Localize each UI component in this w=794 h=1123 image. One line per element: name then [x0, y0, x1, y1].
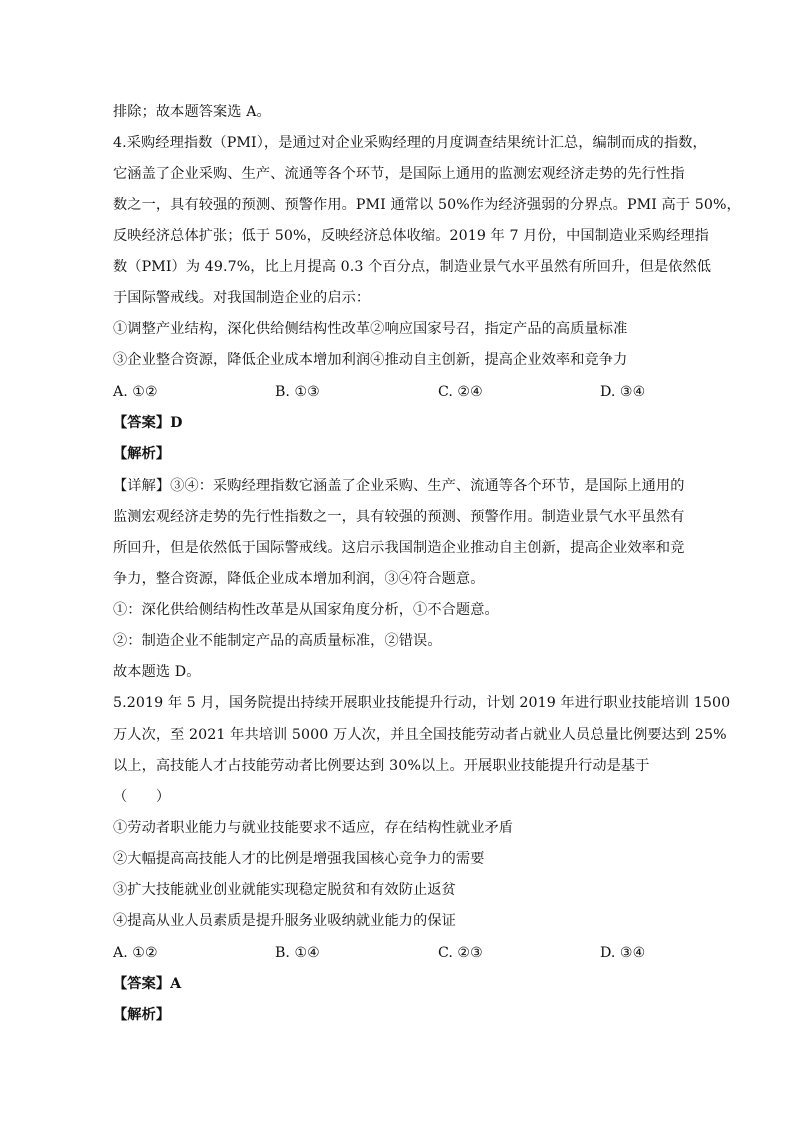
q4-answer: 【答案】D	[113, 415, 183, 431]
q4-option-c: C. ②④	[438, 384, 483, 400]
q4-detail-line-1: 【详解】③④：采购经理指数它涵盖了企业采购、生产、流通等各个环节，是国际上通用的	[113, 478, 685, 494]
q4-stem-line-4: 反映经济总体扩张；低于 50%，反映经济总体收缩。2019 年 7 月份，中国制造业采购经理指	[113, 228, 709, 244]
q4-detail-line-2: 监测宏观经济走势的先行性指数之一，具有较强的预测、预警作用。制造业景气水平虽然有	[113, 509, 685, 525]
q4-detail-line-5: ①：深化供给侧结构性改革是从国家角度分析，①不合题意。	[113, 602, 499, 618]
q5-stem-line-1: 5.2019 年 5 月，国务院提出持续开展职业技能提升行动，计划 2019 年进行职业技能培训 1500	[113, 695, 731, 711]
q4-statements-line-1: ①调整产业结构，深化供给侧结构性改革②响应国家号召，指定产品的高质量标准	[113, 321, 628, 337]
q4-stem-line-6: 于国际警戒线。对我国制造企业的启示：	[113, 290, 371, 306]
q4-option-a: A. ①②	[113, 384, 158, 400]
q5-option-b: B. ①④	[275, 945, 320, 961]
q5-statement-1: ①劳动者职业能力与就业技能要求不适应，存在结构性就业矛盾	[113, 820, 514, 836]
q4-option-b: B. ①③	[275, 384, 320, 400]
q4-stem-line-1: 4.采购经理指数（PMI），是通过对企业采购经理的月度调查结果统计汇总，编制而成的指数，	[113, 135, 707, 151]
q5-answer: 【答案】A	[113, 976, 182, 992]
q4-detail-line-7: 故本题选 D。	[113, 664, 201, 680]
q5-stem-line-4: （ ）	[113, 789, 171, 805]
q4-detail-line-6: ②：制造企业不能制定产品的高质量标准，②错误。	[113, 633, 442, 649]
q5-option-c: C. ②③	[438, 945, 483, 961]
q4-option-d: D. ③④	[600, 384, 646, 400]
q5-statement-4: ④提高从业人员素质是提升服务业吸纳就业能力的保证	[113, 913, 456, 929]
previous-answer-tail: 排除；故本题答案选 A。	[113, 104, 271, 120]
q4-stem-line-5: 数（PMI）为 49.7%，比上月提高 0.3 个百分点，制造业景气水平虽然有所回升，但是依然低	[113, 259, 712, 275]
q5-option-a: A. ①②	[113, 945, 158, 961]
q5-stem-line-3: 以上，高技能人才占技能劳动者比例要达到 30%以上。开展职业技能提升行动是基于	[113, 758, 650, 774]
q5-statement-2: ②大幅提高高技能人才的比例是增强我国核心竞争力的需要	[113, 851, 485, 867]
q4-detail-line-4: 争力，整合资源，降低企业成本增加利润，③④符合题意。	[113, 571, 485, 587]
q5-analysis-label: 【解析】	[113, 1007, 171, 1023]
q4-stem-line-2: 它涵盖了企业采购、生产、流通等各个环节，是国际上通用的监测宏观经济走势的先行性指	[113, 166, 685, 182]
q4-statements-line-2: ③企业整合资源，降低企业成本增加利润④推动自主创新，提高企业效率和竞争力	[113, 352, 628, 368]
q4-stem-line-3: 数之一，具有较强的预测、预警作用。PMI 通常以 50%作为经济强弱的分界点。PMI 高于 50%，	[113, 197, 741, 213]
q5-stem-line-2: 万人次，至 2021 年共培训 5000 万人次，并且全国技能劳动者占就业人员总量比例要达到 25%	[113, 727, 727, 743]
q4-detail-line-3: 所回升，但是依然低于国际警戒线。这启示我国制造企业推动自主创新，提高企业效率和竞	[113, 540, 685, 556]
q5-option-d: D. ③④	[600, 945, 646, 961]
q5-statement-3: ③扩大技能就业创业就能实现稳定脱贫和有效防止返贫	[113, 882, 456, 898]
q4-analysis-label: 【解析】	[113, 446, 171, 462]
